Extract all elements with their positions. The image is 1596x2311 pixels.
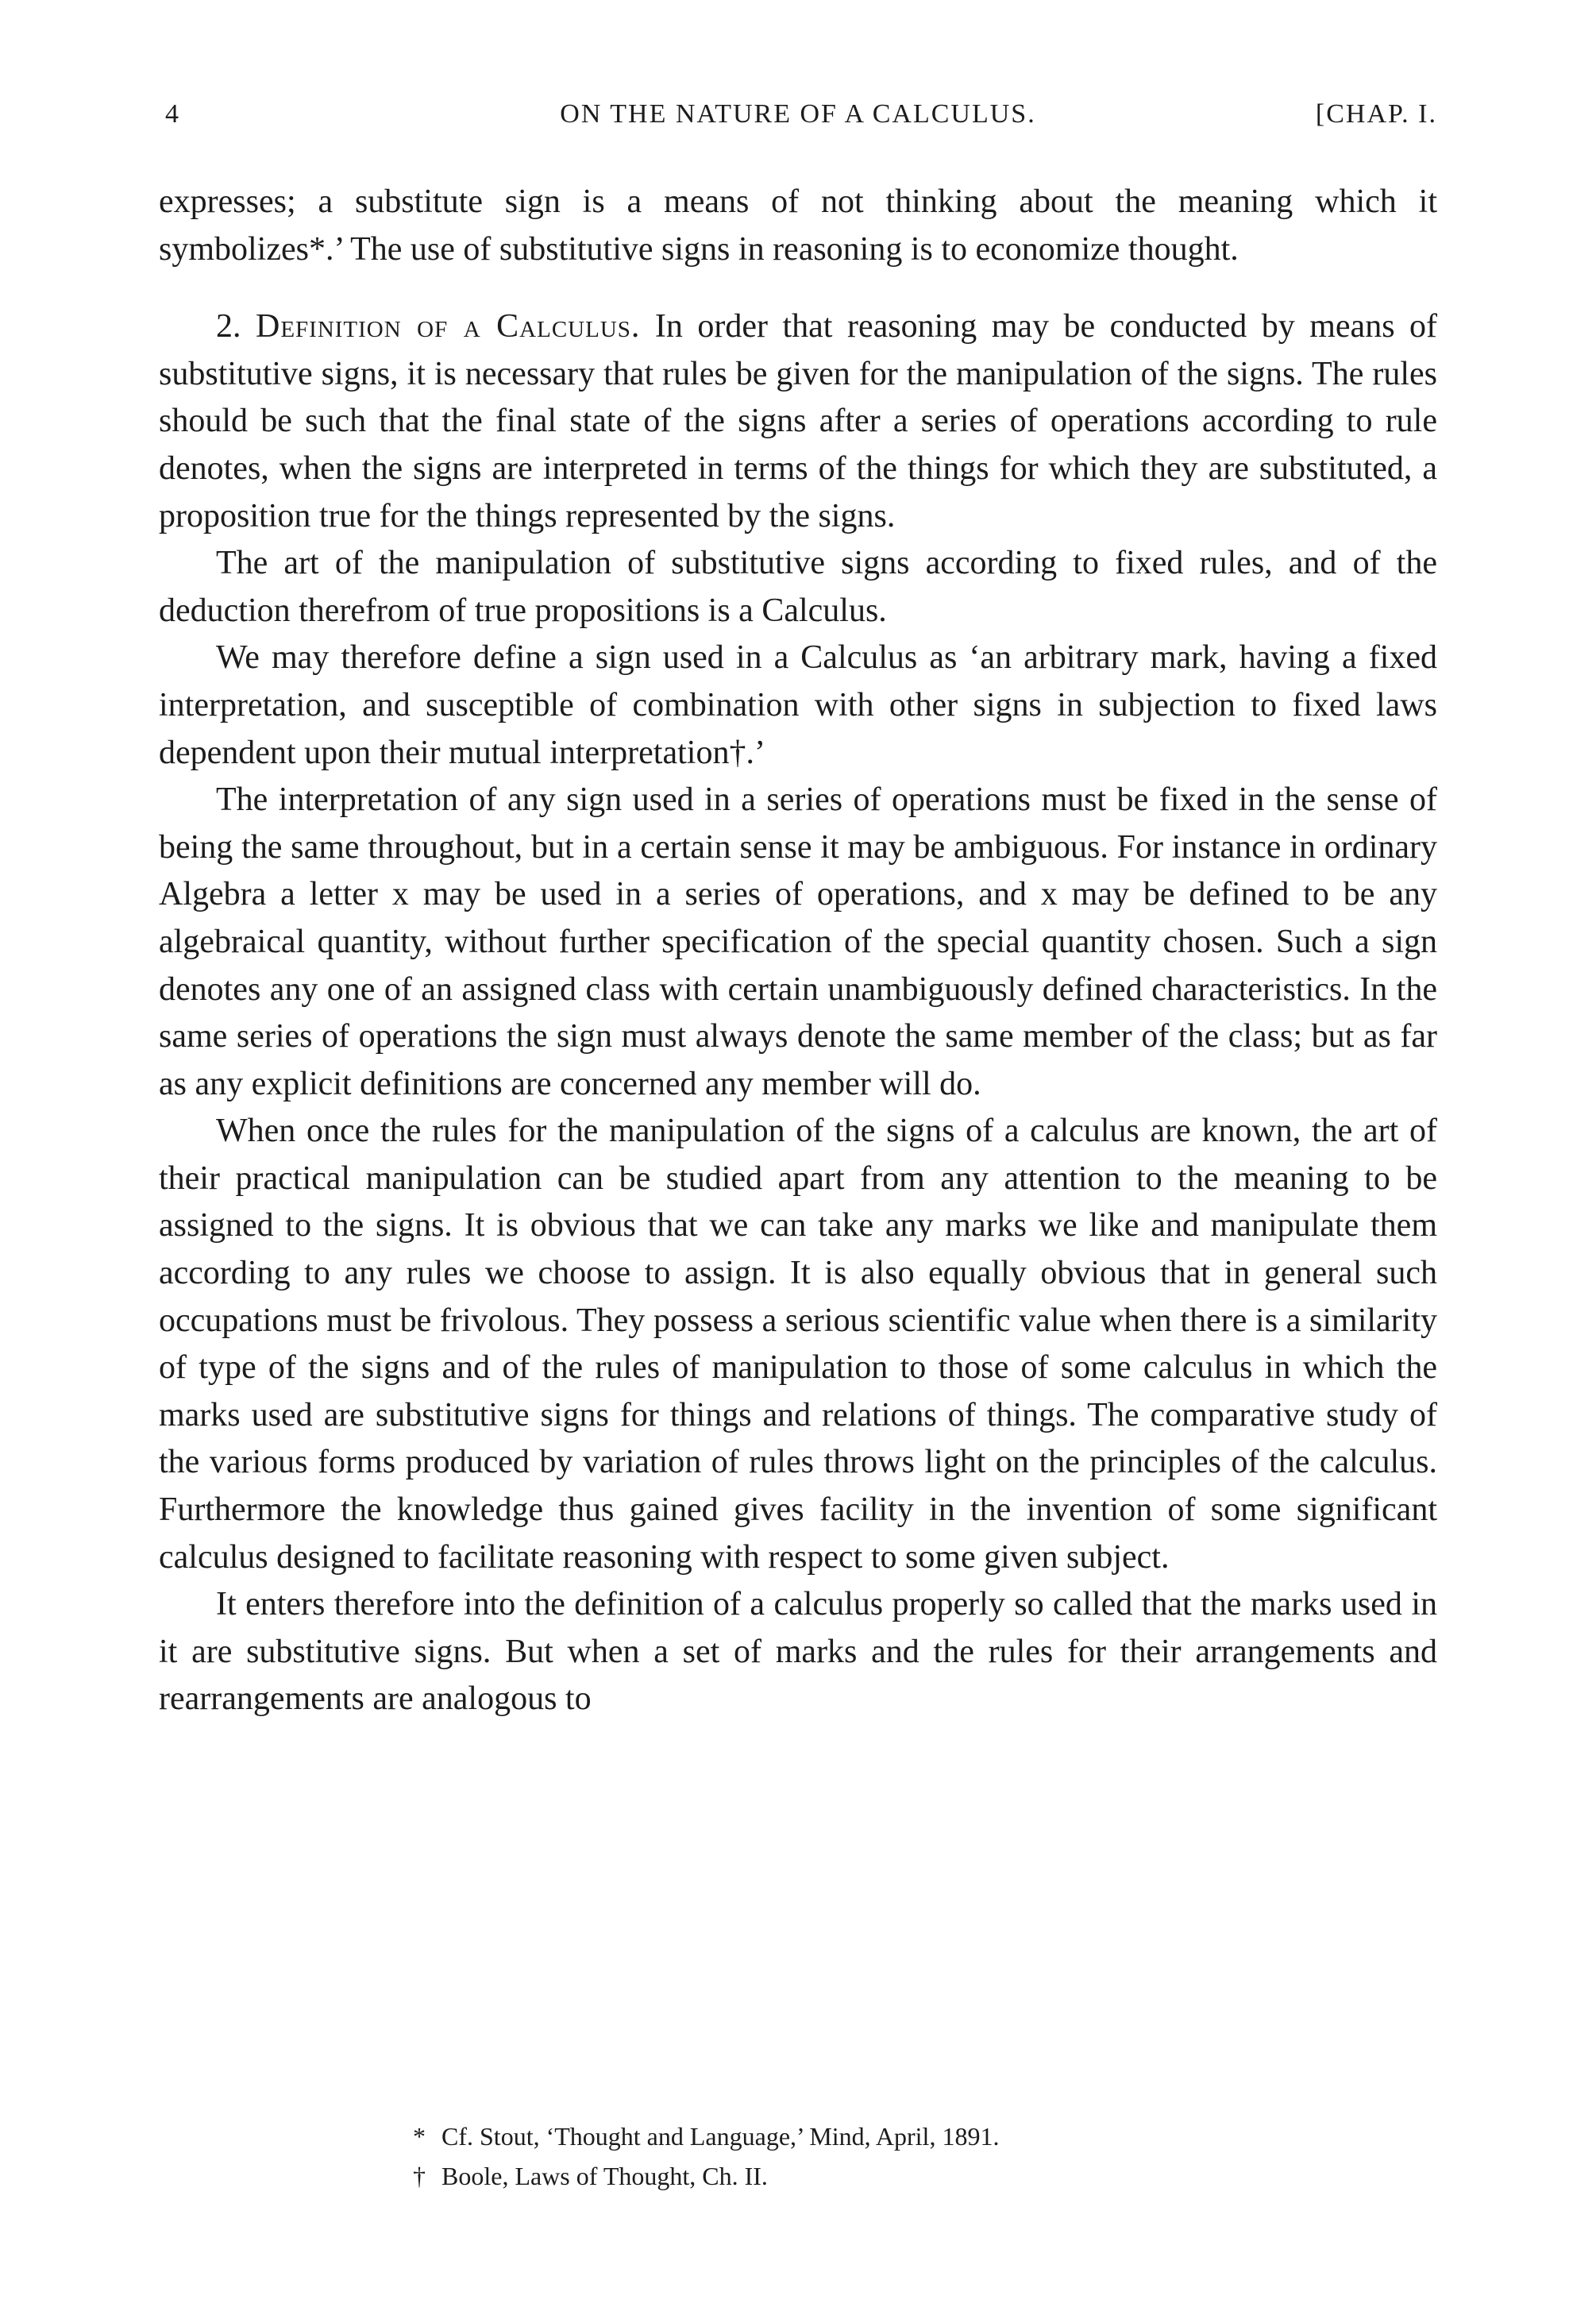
- page: [159, 99, 1437, 1723]
- running-head: [159, 99, 1437, 147]
- page-number: 4: [165, 99, 180, 129]
- footnote-mark: †: [413, 2162, 426, 2190]
- chapter-label: [CHAP. I.: [1315, 99, 1437, 129]
- paragraph: It enters therefore into the definition of a calculus properly so called that the marks used in it are substitutive signs. But when a set of marks and the rules for their arrangements and rearrangements are analogous to: [159, 1586, 1437, 1718]
- footnote-mark: *: [413, 2122, 426, 2151]
- section-paragraph: [159, 303, 1437, 540]
- footnote-text: Boole, Laws of Thought, Ch. II.: [441, 2162, 768, 2190]
- footnote-text: Cf. Stout, ‘Thought and Language,’ Mind, April, 1891.: [441, 2122, 1000, 2151]
- section-text: In order that reasoning may be conducted by means of substitutive signs, it is necessary that rules be given for the manipulation of the signs. The rules should be such that the final state of the signs after a series of operations according to rule denotes, when the signs are interpreted in terms of the things for which they are substituted, a proposition true for the things represented by the signs.: [159, 308, 1438, 534]
- footnote: [413, 2156, 999, 2196]
- paragraph: We may therefore define a sign used in a Calculus as ‘an arbitrary mark, having a fixed interpretation, and susceptible of combination with other signs in subjection to fixed laws dependent upon their mutual interpretation†.’: [159, 639, 1437, 771]
- section-heading: Definition of a Calculus.: [256, 308, 641, 345]
- paragraph: When once the rules for the manipulation of the signs of a calculus are known, the art of their practical manipulation can be studied apart from any attention to the meaning to be assigned to the signs. It is obvious that we can take any marks we like and manipulate them according to any rules we choose to assign. It is also equally obvious that in general such occupations must be frivolous. They possess a serious scientific value when there is a similarity of type of the signs and of the rules of manipulation to those of some calculus in which the marks used are substitutive signs for things and relations of things. The comparative study of the various forms produced by variation of rules throws light on the principles of the calculus. Furthermore the knowledge thus gained gives facility in the invention of some significant calculus designed to facilitate reasoning with respect to some given subject.: [159, 1113, 1437, 1576]
- paragraph: The interpretation of any sign used in a series of operations must be fixed in the sense of being the same throughout, but in a certain sense it may be ambiguous. For instance in ordinary Algebra a letter x may be used in a series of operations, and x may be defined to be any algebraical quantity, without further specification of the special quantity chosen. Such a sign denotes any one of an assigned class with certain unambiguously defined characteristics. In the same series of operations the sign must always denote the same member of the class; but as far as any explicit definitions are concerned any member will do.: [159, 781, 1437, 1102]
- footnotes: [413, 2116, 999, 2196]
- body-text: [159, 179, 1437, 1723]
- paragraph: The art of the manipulation of substitutive signs according to fixed rules, and of the deduction therefrom of true propositions is a Calculus.: [159, 545, 1437, 629]
- footnote: [413, 2116, 999, 2156]
- running-title: ON THE NATURE OF A CALCULUS.: [560, 99, 1036, 129]
- paragraph-continuation: expresses; a substitute sign is a means of not thinking about the meaning which it symbolizes*.’ The use of substitutive signs in reasoning is to economize thought.: [159, 183, 1437, 268]
- section-number: 2.: [216, 308, 241, 345]
